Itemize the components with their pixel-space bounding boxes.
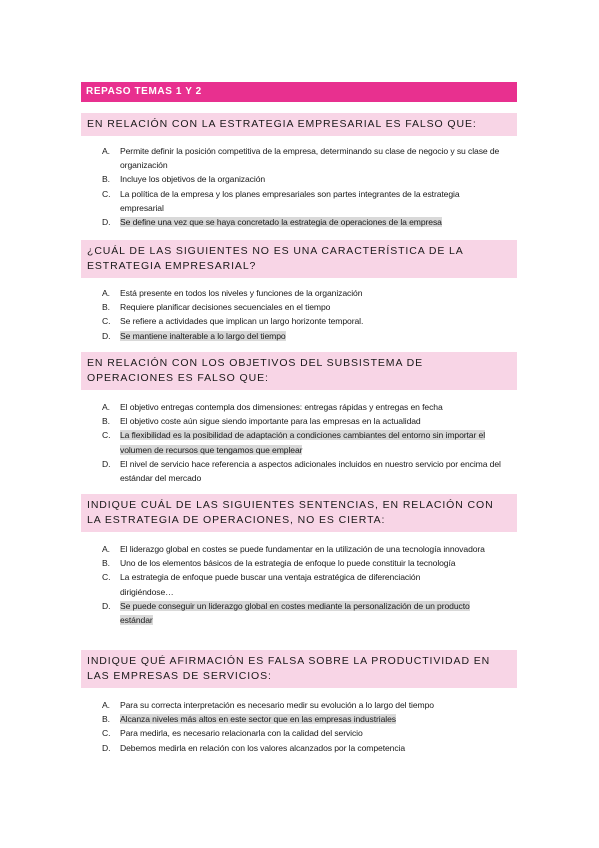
option-d: D. Debemos medirla en relación con los valores alcanzados por la competencia <box>102 742 406 753</box>
question-2-options <box>102 286 516 343</box>
question-4-options <box>102 542 516 627</box>
option-d-answer: D. Se define una vez que se haya concretado la estrategia de operaciones de la empresa <box>102 217 442 228</box>
question-3-options <box>102 400 516 485</box>
option-c: C. Se refiere a actividades que implican un largo horizonte temporal. <box>102 316 364 327</box>
option-c: C. La política de la empresa y los planes empresariales son partes integrantes de la estrategia empresarial <box>102 188 460 213</box>
option-d-answer: D. Se mantiene inalterable a lo largo del tiempo <box>102 330 286 341</box>
option-a: A. Para su correcta interpretación es necesario medir su evolución a lo largo del tiempo <box>102 700 434 710</box>
option-a: A. Está presente en todos los niveles y funciones de la organización <box>102 288 363 298</box>
question-5-options <box>102 698 516 755</box>
option-b: B. Uno de los elementos básicos de la estrategia de enfoque lo puede constituir la tecnología <box>102 558 456 569</box>
question-1-heading: EN RELACIÓN CON LA ESTRATEGIA EMPRESARIAL ES FALSO QUE: <box>81 113 517 136</box>
question-1-options <box>102 144 516 229</box>
option-b-answer: B. Alcanza niveles más altos en este sector que en las empresas industriales <box>102 714 396 725</box>
option-c-answer: C. La flexibilidad es la posibilidad de adaptación a condiciones cambiantes del entorno sin importar el volumen de recursos que tengamos que emplear <box>102 430 486 455</box>
option-d: D. El nivel de servicio hace referencia a aspectos adicionales incluidos en nuestro servicio por encima del estándar del mercado <box>102 458 501 484</box>
option-c: C. La estrategia de enfoque puede buscar una ventaja estratégica de diferenciación dirigiéndose… <box>102 572 421 597</box>
question-3-heading: EN RELACIÓN CON LOS OBJETIVOS DEL SUBSISTEMA DE OPERACIONES ES FALSO QUE: <box>81 352 517 390</box>
option-a: A. El objetivo entregas contempla dos dimensiones: entregas rápidas y entregas en fecha <box>102 402 443 412</box>
option-b: B. Requiere planificar decisiones secuenciales en el tiempo <box>102 302 331 313</box>
option-b: B. El objetivo coste aún sigue siendo importante para las empresas en la actualidad <box>102 416 421 427</box>
option-c: C. Para medirla, es necesario relacionarla con la calidad del servicio <box>102 728 363 739</box>
question-2-heading: ¿CUÁL DE LAS SIGUIENTES NO ES UNA CARACTERÍSTICA DE LA ESTRATEGIA EMPRESARIAL? <box>81 240 517 278</box>
option-a: A. El liderazgo global en costes se puede fundamentar en la utilización de una tecnología innovadora <box>102 544 485 554</box>
option-a: A. Permite definir la posición competitiva de la empresa, determinando su clase de negocio y su clase de organización <box>102 146 500 171</box>
option-d-answer: D. Se puede conseguir un liderazgo global en costes mediante la personalización de un producto estándar <box>102 600 470 626</box>
document-title: REPASO TEMAS 1 Y 2 <box>81 82 517 102</box>
option-b: B. Incluye los objetivos de la organización <box>102 174 266 185</box>
question-4-heading: INDIQUE CUÁL DE LAS SIGUIENTES SENTENCIAS, EN RELACIÓN CON LA ESTRATEGIA DE OPERACIONES, NO ES CIERTA: <box>81 494 517 532</box>
question-5-heading: INDIQUE QUÉ AFIRMACIÓN ES FALSA SOBRE LA PRODUCTIVIDAD EN LAS EMPRESAS DE SERVICIOS: <box>81 650 517 688</box>
